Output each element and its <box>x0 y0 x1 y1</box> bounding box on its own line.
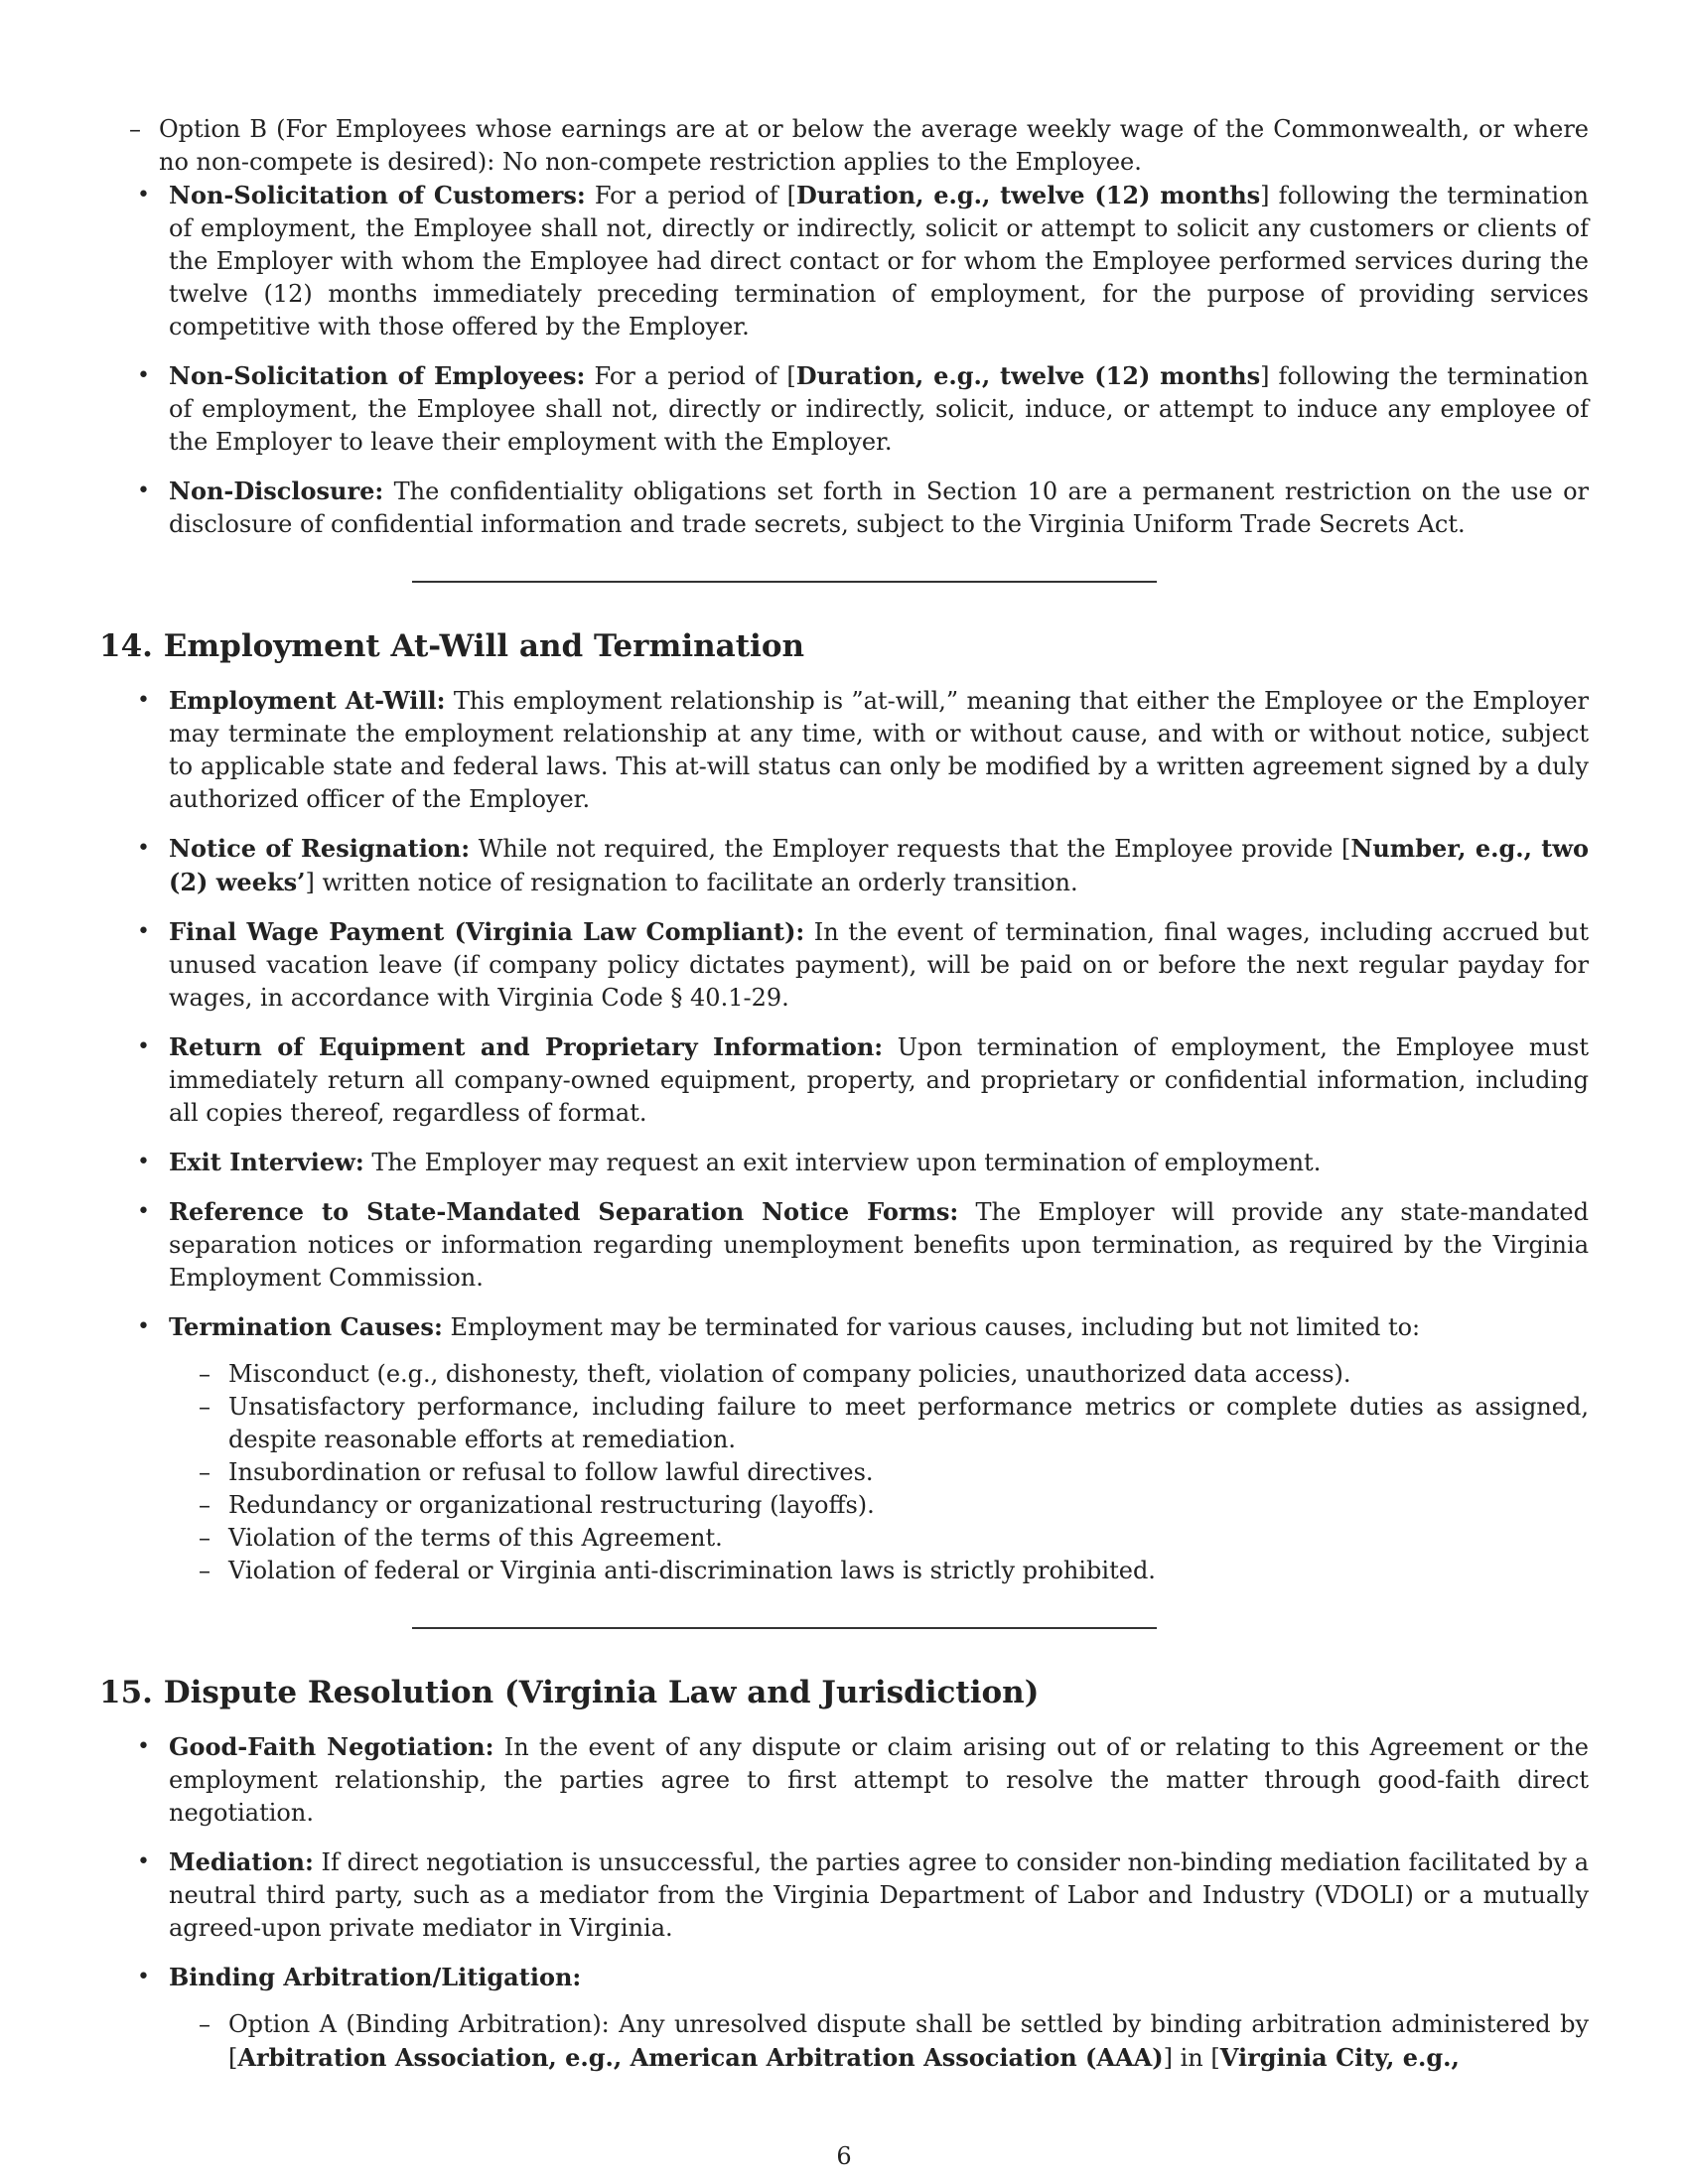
list-item-notice-resignation: • Notice of Resignation: While not required, the Employer requests that the Employee provide [Number, e.g., two (2) weeks’] written notice of resignation to facilitate an orderly transition. <box>99 832 1589 899</box>
section-divider <box>412 1627 1157 1629</box>
list-item-non-solicitation-employees: • Non-Solicitation of Employees: For a period of [Duration, e.g., twelve (12) months] following the termination of employment, the Employee shall not, directly or indirectly, solicit, induce, or attempt to induce any employee of the Employer to leave their employment with the Employer. <box>99 359 1589 459</box>
cause-item: – Misconduct (e.g., dishonesty, theft, violation of company policies, unauthorized data access). <box>169 1358 1589 1391</box>
option-list <box>99 113 1589 179</box>
option-a-item: – Option A (Binding Arbitration): Any unresolved dispute shall be settled by binding arbitration administered by [Arbitration Association, e.g., American Arbitration Association (AAA)] in [Virginia City, e.g., <box>169 2008 1589 2075</box>
section-14-heading: 14. Employment At-Will and Termination <box>99 628 805 664</box>
section-13-list <box>99 179 1589 541</box>
list-item-final-wage: • Final Wage Payment (Virginia Law Compliant): In the event of termination, final wages, including accrued but unused vacation leave (if company policy dictates payment), will be paid on or before the next regular payday for wages, in accordance with Virginia Code § 40.1-29. <box>99 915 1589 1015</box>
list-item-mediation: • Mediation: If direct negotiation is unsuccessful, the parties agree to consider non-binding mediation facilitated by a neutral third party, such as a mediator from the Virginia Department of Labor and Industry (VDOLI) or a mutually agreed-upon private mediator in Virginia. <box>99 1845 1589 1945</box>
list-item-good-faith: • Good-Faith Negotiation: In the event of any dispute or claim arising out of or relating to this Agreement or the employment relationship, the parties agree to first attempt to resolve the matter through good-faith direct negotiation. <box>99 1730 1589 1830</box>
termination-causes-list <box>169 1358 1589 1587</box>
list-item-separation-notice: • Reference to State-Mandated Separation Notice Forms: The Employer will provide any state-mandated separation notices or information regarding unemployment benefits upon termination, as required by the Virginia Employment Commission. <box>99 1195 1589 1295</box>
list-item-termination-causes: • Termination Causes: Employment may be terminated for various causes, including but not limited to: – Misconduct (e.g., dishonesty, theft, violation of company policies, unauthorized data access). – Unsatisfactory performance, including failure to meet performance metrics or complete duties as assigned, despite reasonable efforts at remediation. – Insubordination or refusal to follow lawful directives. – Redundancy or organizational restructuring (layoffs). – Violation of the terms of this Agreement. – Violation of federal or Virginia anti-discrimination laws is strictly prohibited. <box>99 1310 1589 1587</box>
cause-item: – Insubordination or refusal to follow lawful directives. <box>169 1456 1589 1489</box>
section-14-list <box>99 684 1589 1587</box>
list-item-at-will: • Employment At-Will: This employment relationship is ”at-will,” meaning that either the Employee or the Employer may terminate the employment relationship at any time, with or without cause, and with or without notice, subject to applicable state and federal laws. This at-will status can only be modified by a written agreement signed by a duly authorized officer of the Employer. <box>99 684 1589 816</box>
cause-item: – Unsatisfactory performance, including failure to meet performance metrics or complete duties as assigned, despite reasonable efforts at remediation. <box>169 1391 1589 1456</box>
option-b-item: – Option B (For Employees whose earnings are at or below the average weekly wage of the Commonwealth, or where no non-compete is desired): No non-compete restriction applies to the Employee. <box>99 113 1589 179</box>
cause-item: – Redundancy or organizational restructuring (layoffs). <box>169 1489 1589 1522</box>
list-item-non-disclosure: • Non-Disclosure: The confidentiality obligations set forth in Section 10 are a permanent restriction on the use or disclosure of confidential information and trade secrets, subject to the Virginia Uniform Trade Secrets Act. <box>99 475 1589 541</box>
section-15-list <box>99 1730 1589 2075</box>
cause-item: – Violation of federal or Virginia anti-discrimination laws is strictly prohibited. <box>169 1555 1589 1587</box>
page-number: 6 <box>836 2142 852 2170</box>
list-item-binding-arbitration: • Binding Arbitration/Litigation: – Option A (Binding Arbitration): Any unresolved dispute shall be settled by binding arbitration administered by [Arbitration Association, e.g., American Arbitration Association (AAA)] in [Virginia City, e.g., <box>99 1961 1589 2075</box>
list-item-non-solicitation-customers: • Non-Solicitation of Customers: For a period of [Duration, e.g., twelve (12) months] following the termination of employment, the Employee shall not, directly or indirectly, solicit or attempt to solicit any customers or clients of the Employer with whom the Employee had direct contact or for whom the Employee performed services during the twelve (12) months immediately preceding termination of employment, for the purpose of providing services competitive with those offered by the Employer. <box>99 179 1589 343</box>
list-item-exit-interview: • Exit Interview: The Employer may request an exit interview upon termination of employment. <box>99 1146 1589 1179</box>
arbitration-options-list <box>169 2008 1589 2075</box>
section-15-heading: 15. Dispute Resolution (Virginia Law and Jurisdiction) <box>99 1675 1040 1710</box>
section-divider <box>412 581 1157 583</box>
cause-item: – Violation of the terms of this Agreement. <box>169 1522 1589 1555</box>
list-item-return-equipment: • Return of Equipment and Proprietary Information: Upon termination of employment, the Employee must immediately return all company-owned equipment, property, and proprietary or confidential information, including all copies thereof, regardless of format. <box>99 1030 1589 1130</box>
page-content <box>99 99 1589 2091</box>
